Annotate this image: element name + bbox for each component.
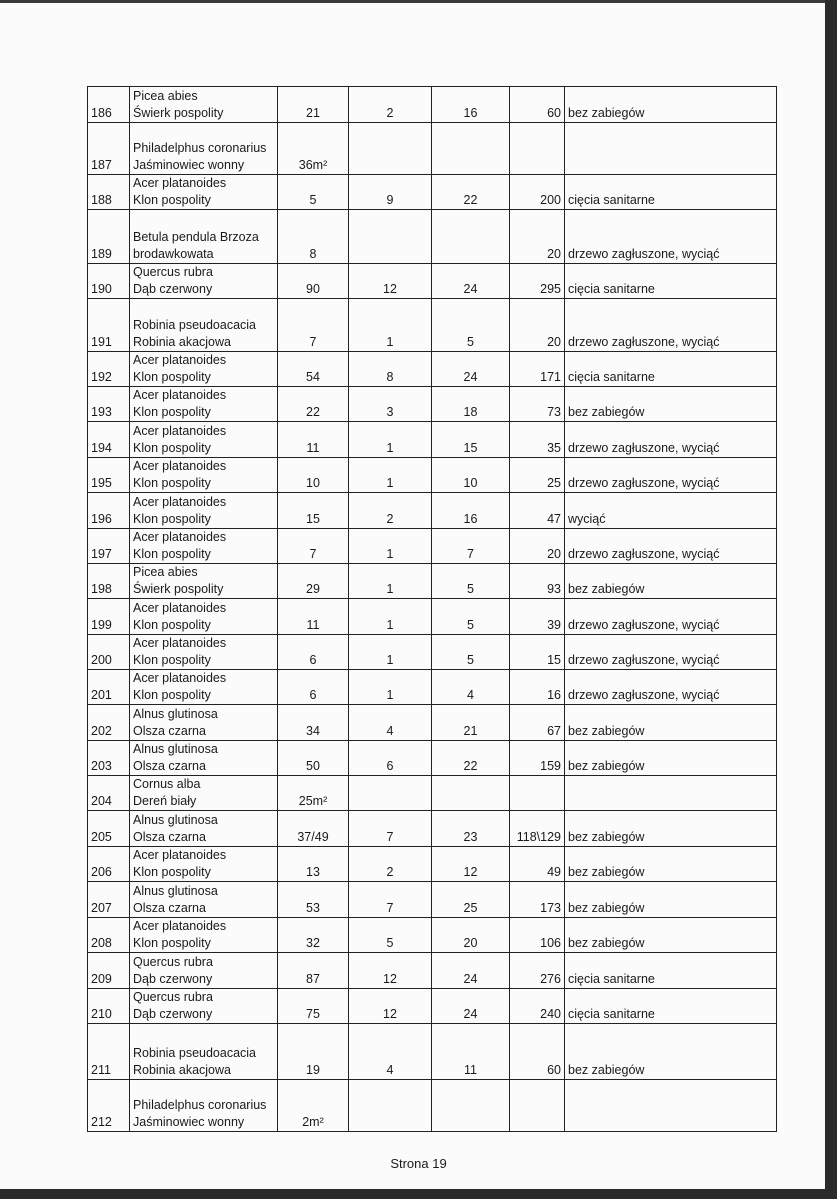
species-latin-name: Alnus glutinosa	[133, 813, 218, 827]
value-cell-b: 6	[349, 741, 432, 776]
value-cell-c: 22	[432, 175, 510, 210]
tree-number-cell: 200	[88, 635, 130, 670]
value-cell-c: 24	[432, 352, 510, 387]
value-cell-b: 1	[349, 564, 432, 599]
circumference-cell: 8	[278, 210, 349, 264]
value-cell-d: 16	[510, 670, 565, 705]
value-cell-c: 24	[432, 264, 510, 299]
tree-number-cell: 207	[88, 882, 130, 918]
species-cell	[130, 387, 278, 422]
value-cell-b: 5	[349, 918, 432, 953]
table-row	[88, 705, 777, 741]
species-polish-name: Świerk pospolity	[133, 106, 224, 120]
value-cell-d: 25	[510, 458, 565, 493]
species-latin-name: Cornus alba	[133, 777, 201, 791]
circumference-cell: 37/49	[278, 811, 349, 847]
tree-number-cell: 194	[88, 422, 130, 458]
table-row	[88, 422, 777, 458]
tree-number-cell: 195	[88, 458, 130, 493]
value-cell-b: 12	[349, 953, 432, 989]
tree-number-cell: 188	[88, 175, 130, 210]
tree-number-cell: 202	[88, 705, 130, 741]
remarks-cell: bez zabiegów	[565, 387, 777, 422]
species-polish-name: Klon pospolity	[133, 653, 211, 667]
species-cell	[130, 918, 278, 953]
value-cell-c: 24	[432, 989, 510, 1024]
remarks-cell: cięcia sanitarne	[565, 264, 777, 299]
species-polish-name: brodawkowata	[133, 247, 214, 261]
value-cell-b: 1	[349, 529, 432, 564]
page-number: Strona 19	[390, 1156, 447, 1171]
remarks-cell: cięcia sanitarne	[565, 989, 777, 1024]
value-cell-d: 47	[510, 493, 565, 529]
species-polish-name: Dąb czerwony	[133, 1007, 213, 1021]
circumference-cell: 29	[278, 564, 349, 599]
table-row	[88, 953, 777, 989]
species-cell	[130, 847, 278, 882]
value-cell-d: 15	[510, 635, 565, 670]
table-body	[88, 87, 777, 1132]
tree-number-cell: 204	[88, 776, 130, 811]
tree-number-cell: 198	[88, 564, 130, 599]
tree-number-cell: 186	[88, 87, 130, 123]
species-cell	[130, 87, 278, 123]
table-row	[88, 123, 777, 175]
species-polish-name: Klon pospolity	[133, 193, 211, 207]
species-latin-name: Acer platanoides	[133, 671, 227, 685]
remarks-cell: cięcia sanitarne	[565, 352, 777, 387]
tree-number-cell: 191	[88, 299, 130, 352]
value-cell-c: 4	[432, 670, 510, 705]
species-latin-name: Acer platanoides	[133, 388, 227, 402]
value-cell-c: 5	[432, 299, 510, 352]
table-row	[88, 87, 777, 123]
value-cell-d: 106	[510, 918, 565, 953]
remarks-cell: wyciąć	[565, 493, 777, 529]
species-latin-name: Acer platanoides	[133, 530, 227, 544]
value-cell-b: 2	[349, 847, 432, 882]
value-cell-d: 295	[510, 264, 565, 299]
table-row	[88, 493, 777, 529]
value-cell-d: 200	[510, 175, 565, 210]
species-latin-name: Philadelphus coronarius	[133, 141, 267, 155]
value-cell-b	[349, 210, 432, 264]
table-row	[88, 882, 777, 918]
remarks-cell: bez zabiegów	[565, 705, 777, 741]
species-cell	[130, 422, 278, 458]
tree-number-cell: 203	[88, 741, 130, 776]
circumference-cell: 53	[278, 882, 349, 918]
table-row	[88, 670, 777, 705]
circumference-cell: 2m²	[278, 1080, 349, 1132]
remarks-cell: bez zabiegów	[565, 564, 777, 599]
value-cell-d: 60	[510, 1024, 565, 1080]
remarks-cell: drzewo zagłuszone, wyciąć	[565, 422, 777, 458]
table-row	[88, 529, 777, 564]
species-polish-name: Dąb czerwony	[133, 282, 213, 296]
species-cell	[130, 564, 278, 599]
species-latin-name: Acer platanoides	[133, 495, 227, 509]
value-cell-d: 173	[510, 882, 565, 918]
species-polish-name: Dereń biały	[133, 794, 197, 808]
value-cell-d	[510, 123, 565, 175]
table-row	[88, 776, 777, 811]
tree-number-cell: 212	[88, 1080, 130, 1132]
circumference-cell: 11	[278, 599, 349, 635]
tree-number-cell: 199	[88, 599, 130, 635]
value-cell-c	[432, 123, 510, 175]
species-polish-name: Klon pospolity	[133, 512, 211, 526]
tree-number-cell: 205	[88, 811, 130, 847]
species-latin-name: Alnus glutinosa	[133, 742, 218, 756]
remarks-cell: drzewo zagłuszone, wyciąć	[565, 635, 777, 670]
value-cell-b: 2	[349, 87, 432, 123]
circumference-cell: 21	[278, 87, 349, 123]
table-row	[88, 741, 777, 776]
tree-number-cell: 189	[88, 210, 130, 264]
tree-number-cell: 197	[88, 529, 130, 564]
circumference-cell: 19	[278, 1024, 349, 1080]
species-cell	[130, 599, 278, 635]
remarks-cell: bez zabiegów	[565, 741, 777, 776]
value-cell-b	[349, 123, 432, 175]
table-row	[88, 1024, 777, 1080]
species-latin-name: Philadelphus coronarius	[133, 1098, 267, 1112]
value-cell-c: 5	[432, 599, 510, 635]
value-cell-c: 18	[432, 387, 510, 422]
species-cell	[130, 210, 278, 264]
tree-number-cell: 209	[88, 953, 130, 989]
species-polish-name: Olsza czarna	[133, 724, 206, 738]
species-cell	[130, 882, 278, 918]
page-footer	[0, 1156, 837, 1171]
species-polish-name: Jaśminowiec wonny	[133, 158, 245, 172]
value-cell-d: 240	[510, 989, 565, 1024]
tree-number-cell: 211	[88, 1024, 130, 1080]
species-latin-name: Betula pendula Brzoza	[133, 230, 259, 244]
species-cell	[130, 705, 278, 741]
tree-number-cell: 187	[88, 123, 130, 175]
value-cell-c: 22	[432, 741, 510, 776]
species-polish-name: Klon pospolity	[133, 405, 211, 419]
circumference-cell: 36m²	[278, 123, 349, 175]
value-cell-d: 171	[510, 352, 565, 387]
value-cell-b: 9	[349, 175, 432, 210]
circumference-cell: 34	[278, 705, 349, 741]
value-cell-c	[432, 1080, 510, 1132]
species-latin-name: Alnus glutinosa	[133, 884, 218, 898]
species-polish-name: Dąb czerwony	[133, 972, 213, 986]
circumference-cell: 5	[278, 175, 349, 210]
value-cell-c: 20	[432, 918, 510, 953]
table-row	[88, 811, 777, 847]
species-latin-name: Acer platanoides	[133, 848, 227, 862]
species-cell	[130, 458, 278, 493]
circumference-cell: 6	[278, 635, 349, 670]
value-cell-b: 12	[349, 264, 432, 299]
table-row	[88, 635, 777, 670]
value-cell-b: 1	[349, 458, 432, 493]
remarks-cell: drzewo zagłuszone, wyciąć	[565, 529, 777, 564]
tree-number-cell: 208	[88, 918, 130, 953]
table-row	[88, 1080, 777, 1132]
table-row	[88, 564, 777, 599]
tree-number-cell: 201	[88, 670, 130, 705]
species-latin-name: Acer platanoides	[133, 919, 227, 933]
species-polish-name: Klon pospolity	[133, 547, 211, 561]
remarks-cell: drzewo zagłuszone, wyciąć	[565, 599, 777, 635]
value-cell-b: 4	[349, 705, 432, 741]
species-polish-name: Robinia akacjowa	[133, 1063, 231, 1077]
species-cell	[130, 264, 278, 299]
value-cell-b: 1	[349, 599, 432, 635]
value-cell-c: 5	[432, 564, 510, 599]
table-row	[88, 847, 777, 882]
value-cell-d: 49	[510, 847, 565, 882]
remarks-cell: bez zabiegów	[565, 882, 777, 918]
tree-number-cell: 206	[88, 847, 130, 882]
value-cell-d: 39	[510, 599, 565, 635]
remarks-cell: cięcia sanitarne	[565, 953, 777, 989]
species-latin-name: Acer platanoides	[133, 636, 227, 650]
species-polish-name: Klon pospolity	[133, 370, 211, 384]
species-latin-name: Acer platanoides	[133, 459, 227, 473]
circumference-cell: 22	[278, 387, 349, 422]
remarks-cell: drzewo zagłuszone, wyciąć	[565, 670, 777, 705]
table-row	[88, 175, 777, 210]
value-cell-c: 5	[432, 635, 510, 670]
value-cell-d: 73	[510, 387, 565, 422]
value-cell-c: 16	[432, 87, 510, 123]
remarks-cell: drzewo zagłuszone, wyciąć	[565, 458, 777, 493]
species-cell	[130, 175, 278, 210]
species-polish-name: Olsza czarna	[133, 830, 206, 844]
species-cell	[130, 529, 278, 564]
circumference-cell: 54	[278, 352, 349, 387]
species-cell	[130, 493, 278, 529]
species-cell	[130, 123, 278, 175]
species-polish-name: Olsza czarna	[133, 759, 206, 773]
value-cell-d: 93	[510, 564, 565, 599]
value-cell-b: 7	[349, 811, 432, 847]
species-cell	[130, 953, 278, 989]
species-cell	[130, 776, 278, 811]
value-cell-b: 3	[349, 387, 432, 422]
circumference-cell: 7	[278, 529, 349, 564]
circumference-cell: 10	[278, 458, 349, 493]
value-cell-b: 12	[349, 989, 432, 1024]
species-cell	[130, 1024, 278, 1080]
value-cell-c: 7	[432, 529, 510, 564]
tree-number-cell: 190	[88, 264, 130, 299]
species-latin-name: Quercus rubra	[133, 265, 213, 279]
value-cell-d: 159	[510, 741, 565, 776]
species-cell	[130, 811, 278, 847]
value-cell-d: 276	[510, 953, 565, 989]
species-polish-name: Jaśminowiec wonny	[133, 1115, 245, 1129]
value-cell-b	[349, 776, 432, 811]
species-polish-name: Robinia akacjowa	[133, 335, 231, 349]
value-cell-c: 11	[432, 1024, 510, 1080]
species-polish-name: Klon pospolity	[133, 865, 211, 879]
value-cell-c: 12	[432, 847, 510, 882]
value-cell-b: 4	[349, 1024, 432, 1080]
remarks-cell	[565, 776, 777, 811]
value-cell-b: 1	[349, 299, 432, 352]
circumference-cell: 7	[278, 299, 349, 352]
remarks-cell	[565, 123, 777, 175]
value-cell-c: 23	[432, 811, 510, 847]
tree-number-cell: 210	[88, 989, 130, 1024]
remarks-cell: bez zabiegów	[565, 811, 777, 847]
scan-edge-bottom	[0, 1189, 837, 1199]
value-cell-d	[510, 1080, 565, 1132]
circumference-cell: 32	[278, 918, 349, 953]
tree-number-cell: 193	[88, 387, 130, 422]
remarks-cell: drzewo zagłuszone, wyciąć	[565, 210, 777, 264]
value-cell-b: 1	[349, 635, 432, 670]
species-polish-name: Klon pospolity	[133, 441, 211, 455]
species-cell	[130, 670, 278, 705]
table-row	[88, 387, 777, 422]
value-cell-c: 15	[432, 422, 510, 458]
circumference-cell: 90	[278, 264, 349, 299]
value-cell-c	[432, 210, 510, 264]
value-cell-d: 20	[510, 210, 565, 264]
circumference-cell: 11	[278, 422, 349, 458]
circumference-cell: 75	[278, 989, 349, 1024]
value-cell-b: 1	[349, 422, 432, 458]
tree-number-cell: 192	[88, 352, 130, 387]
species-cell	[130, 989, 278, 1024]
value-cell-b: 2	[349, 493, 432, 529]
species-polish-name: Klon pospolity	[133, 688, 211, 702]
circumference-cell: 15	[278, 493, 349, 529]
value-cell-d: 118\129	[510, 811, 565, 847]
table-row	[88, 458, 777, 493]
value-cell-d: 67	[510, 705, 565, 741]
circumference-cell: 13	[278, 847, 349, 882]
species-polish-name: Klon pospolity	[133, 476, 211, 490]
species-latin-name: Alnus glutinosa	[133, 707, 218, 721]
table-row	[88, 352, 777, 387]
remarks-cell: bez zabiegów	[565, 87, 777, 123]
value-cell-b: 1	[349, 670, 432, 705]
tree-inventory-table	[87, 86, 777, 1132]
remarks-cell: drzewo zagłuszone, wyciąć	[565, 299, 777, 352]
tree-number-cell: 196	[88, 493, 130, 529]
value-cell-b	[349, 1080, 432, 1132]
species-latin-name: Acer platanoides	[133, 353, 227, 367]
circumference-cell: 50	[278, 741, 349, 776]
species-latin-name: Robinia pseudoacacia	[133, 1046, 257, 1060]
species-polish-name: Olsza czarna	[133, 901, 206, 915]
value-cell-d: 20	[510, 529, 565, 564]
table-row	[88, 599, 777, 635]
remarks-cell: bez zabiegów	[565, 847, 777, 882]
value-cell-c: 16	[432, 493, 510, 529]
species-latin-name: Robinia pseudoacacia	[133, 318, 257, 332]
circumference-cell: 6	[278, 670, 349, 705]
species-latin-name: Quercus rubra	[133, 955, 213, 969]
species-polish-name: Klon pospolity	[133, 936, 211, 950]
species-cell	[130, 352, 278, 387]
remarks-cell: cięcia sanitarne	[565, 175, 777, 210]
table-row	[88, 210, 777, 264]
scan-edge-right	[825, 0, 837, 1199]
species-cell	[130, 299, 278, 352]
species-latin-name: Picea abies	[133, 565, 198, 579]
remarks-cell: bez zabiegów	[565, 1024, 777, 1080]
remarks-cell	[565, 1080, 777, 1132]
table-row	[88, 299, 777, 352]
species-latin-name: Picea abies	[133, 89, 198, 103]
species-latin-name: Quercus rubra	[133, 990, 213, 1004]
species-cell	[130, 635, 278, 670]
species-cell	[130, 1080, 278, 1132]
document-page	[0, 3, 825, 1189]
species-cell	[130, 741, 278, 776]
value-cell-c: 24	[432, 953, 510, 989]
value-cell-d: 35	[510, 422, 565, 458]
value-cell-c: 21	[432, 705, 510, 741]
circumference-cell: 25m²	[278, 776, 349, 811]
value-cell-d: 20	[510, 299, 565, 352]
value-cell-d: 60	[510, 87, 565, 123]
value-cell-c: 10	[432, 458, 510, 493]
value-cell-d	[510, 776, 565, 811]
value-cell-b: 8	[349, 352, 432, 387]
species-polish-name: Klon pospolity	[133, 618, 211, 632]
table-row	[88, 989, 777, 1024]
value-cell-c: 25	[432, 882, 510, 918]
value-cell-c	[432, 776, 510, 811]
table-row	[88, 264, 777, 299]
species-polish-name: Świerk pospolity	[133, 582, 224, 596]
species-latin-name: Acer platanoides	[133, 424, 227, 438]
remarks-cell: bez zabiegów	[565, 918, 777, 953]
species-latin-name: Acer platanoides	[133, 176, 227, 190]
circumference-cell: 87	[278, 953, 349, 989]
value-cell-b: 7	[349, 882, 432, 918]
table-row	[88, 918, 777, 953]
species-latin-name: Acer platanoides	[133, 601, 227, 615]
